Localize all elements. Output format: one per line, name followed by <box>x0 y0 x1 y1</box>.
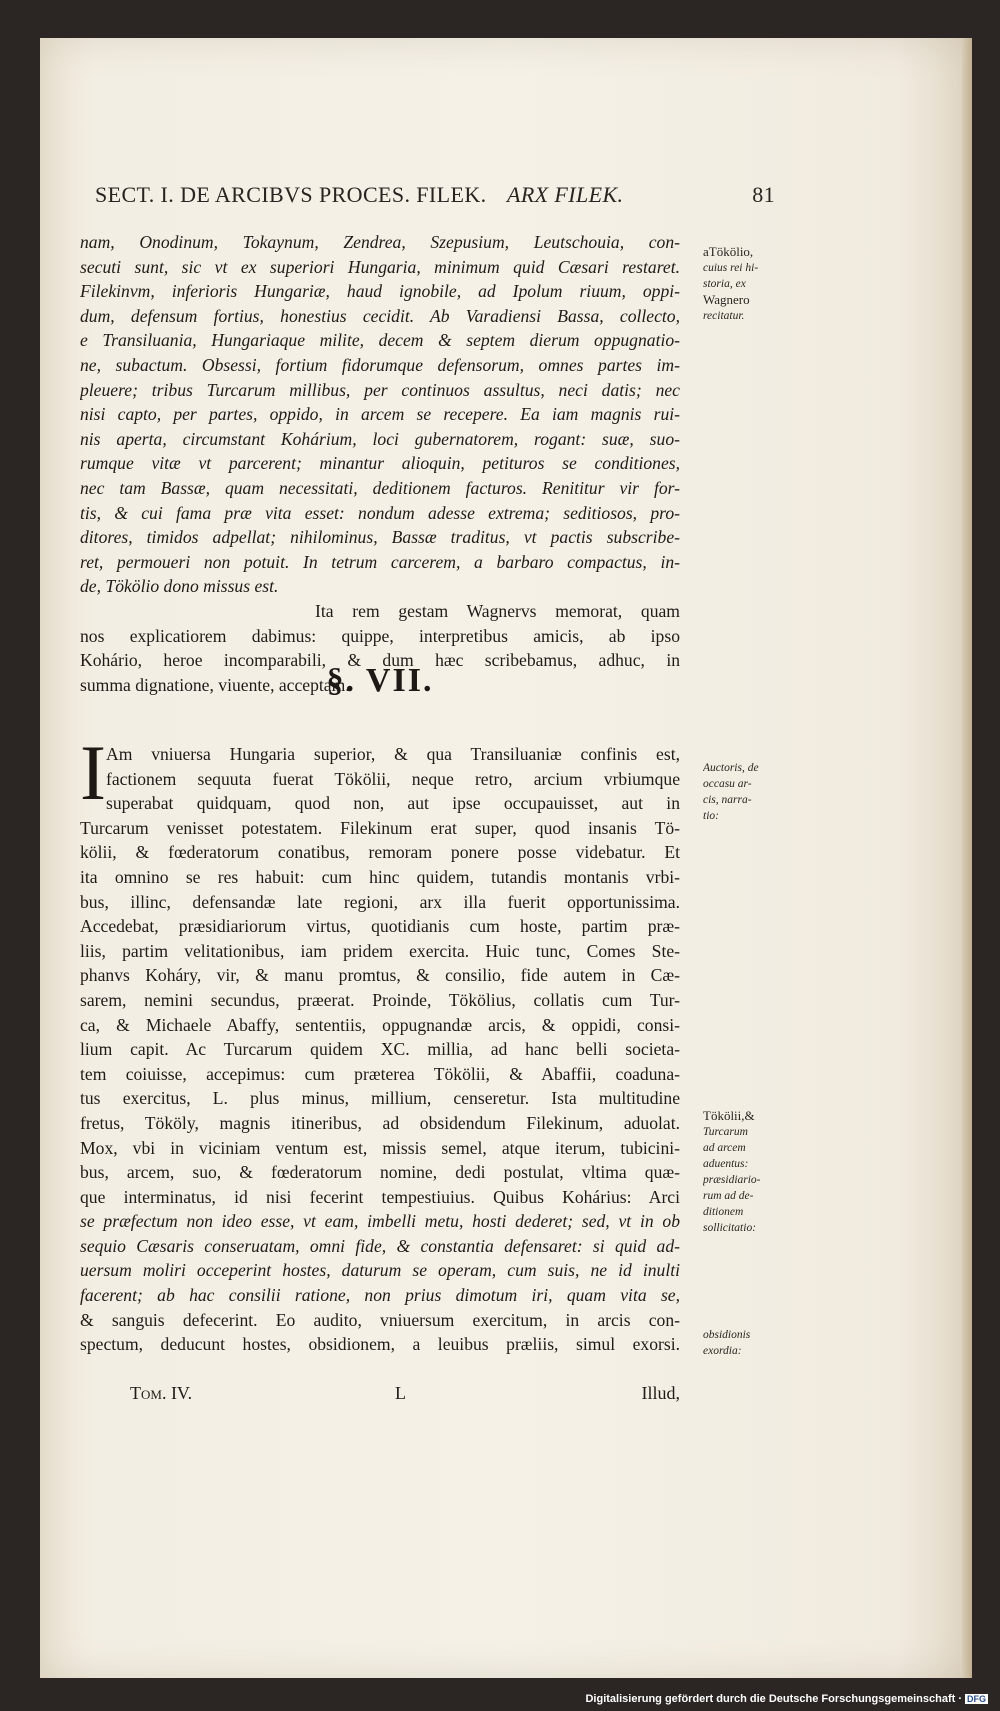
text-line: de, Tökölio dono missus est. <box>80 576 279 597</box>
margin-note-wagner <box>703 244 793 324</box>
text-line: Accedebat, præsidiariorum virtus, quotidianis cum hoste, partim præ- <box>80 916 680 937</box>
margin-note-auctoris <box>703 760 793 824</box>
page-number: 81 <box>752 182 775 207</box>
text-line: dum, defensum fortius, honestius cecidit. Ab Varadiensi Bassa, collecto, <box>80 305 680 326</box>
text-line: Mox, vbi in viciniam ventum est, missis semel, atque iterum, tubicini- <box>80 1137 680 1158</box>
catchline <box>95 1383 680 1409</box>
margin-line: occasu ar- <box>703 778 752 790</box>
text-line: fretus, Tököly, magnis itineribus, ad obsidendum Filekinum, aduolat. <box>80 1112 680 1133</box>
text-line: tis, & cui fama præ vita esset: nondum adesse extrema; seditiosos, pro- <box>80 502 680 523</box>
running-head <box>95 182 775 216</box>
text-line: se præfectum non ideo esse, vt eam, imbelli metu, hosti dederet; sed, vt in ob <box>80 1211 680 1232</box>
dfg-logo: DFG <box>967 1694 986 1704</box>
text-line: superabat quidquam, quod non, aut ipse occupauisset, aut in <box>106 793 680 814</box>
text-line: & sanguis defecerint. Eo audito, vniuersum exercitum, in arcis con- <box>80 1309 680 1330</box>
main-paragraph <box>80 742 680 1357</box>
section-heading: §. VII. <box>326 662 434 699</box>
text-line: ita omnino se res habuit: cum hinc quidem, tutandis montanis vrbi- <box>80 866 680 887</box>
margin-line: storia, ex <box>703 278 746 290</box>
text-line: ret, permoueri non potuit. In tetrum carcerem, a barbaro compactus, in- <box>80 551 680 572</box>
text-line: uersum moliri occeperint hostes, daturum se operam, cum suis, ne id inulti <box>80 1260 680 1281</box>
text-line: nisi capto, per partes, oppido, in arcem se recepere. Ea iam magnis rui- <box>80 404 680 425</box>
text-line: bus, illinc, defensandæ late regioni, arx illa fuerit opportunissima. <box>80 891 680 912</box>
text-line: secuti sunt, sic vt ex superiori Hungaria, minimum quid Cæsari restaret. <box>80 256 680 277</box>
margin-line: tio: <box>703 810 719 822</box>
text-line: nis aperta, circumstant Kohárium, loci gubernatorem, rogant: suæ, suo- <box>80 428 680 449</box>
margin-line: sollicitatio: <box>703 1222 757 1234</box>
text-line: que interminatus, id nisi fecerint tempestiuius. Quibus Kohárius: Arci <box>80 1186 680 1207</box>
text-line: sequio Cæsaris conseruatam, omni fide, & constantia defensaret: si quid ad- <box>80 1235 680 1256</box>
text-line: facerent; ab hac consilii ratione, non prius dimotum iri, quam vita se, <box>80 1285 680 1306</box>
margin-note-tokolii <box>703 1108 793 1236</box>
text-line: Turcarum venisset potestatem. Filekinum erat super, quod insanis Tö- <box>80 817 680 838</box>
text-line: ne, subactum. Obsessi, fortium fidorumque defensorum, omnes partes im- <box>80 354 680 375</box>
text-line: ca, & Michaele Abaffy, sententiis, oppugnandæ arcis, & oppidi, consi- <box>80 1014 680 1035</box>
gathering-mark: L <box>395 1383 406 1403</box>
credit-text: Digitalisierung gefördert durch die Deutsche Forschungsgemeinschaft · <box>585 1693 962 1705</box>
margin-line: aTökölio, <box>703 244 754 259</box>
margin-line: Turcarum <box>703 1126 748 1138</box>
text-line: nec tam Bassæ, quam necessitati, deditionem facturos. Renititur vir for- <box>80 477 680 498</box>
text-line: e Transiluania, Hungariaque milite, decem & septem dierum oppugnatio- <box>80 330 680 351</box>
text-line: sarem, nemini secundus, præerat. Proinde, Tökölius, collatis cum Tur- <box>80 989 680 1010</box>
text-line: kölii, & fœderatorum conatibus, remoram ponere posse videbatur. Et <box>80 842 680 863</box>
text-line: liis, partim velitationibus, iam pridem exercita. Huic tunc, Comes Ste- <box>80 940 680 961</box>
text-line: factionem sequuta fuerat Tökölii, neque retro, arcium vrbiumque <box>106 768 680 789</box>
margin-line: Tökölii,& <box>703 1108 755 1123</box>
text-line: Ita rem gestam Wagnervs memorat, quam <box>315 601 680 621</box>
text-line: Filekinvm, inferioris Hungariæ, haud ignobile, ad Ipolum riuum, oppi- <box>80 281 680 302</box>
margin-line: Wagnero <box>703 292 750 307</box>
text-line: Am vniuersa Hungaria superior, & qua Transiluaniæ confinis est, <box>106 744 680 764</box>
digitization-credit <box>585 1693 988 1705</box>
page-edge <box>962 38 972 1678</box>
margin-line: exordia: <box>703 1345 742 1357</box>
margin-line: obsidionis <box>703 1329 751 1341</box>
text-line: lium capit. Ac Turcarum quidem XC. millia, ad hanc belli societa- <box>80 1039 680 1060</box>
text-line: tus exercitus, L. plus minus, millium, censeretur. Ista multitudine <box>80 1088 680 1109</box>
text-line: pleuere; tribus Turcarum millibus, per continuos assultus, neci datis; nec <box>80 379 680 400</box>
text-line: bus, arcem, suo, & fœderatorum nomine, dedi postulat, vltima quæ- <box>80 1162 680 1183</box>
margin-line: præsidiario- <box>703 1174 761 1186</box>
margin-line: cis, narra- <box>703 794 752 806</box>
margin-line: ditionem <box>703 1206 744 1218</box>
catchword: Illud, <box>641 1383 680 1403</box>
running-head-section: SECT. I. DE ARCIBVS PROCES. FILEK. <box>95 182 487 207</box>
margin-line: Auctoris, de <box>703 762 759 774</box>
margin-line: recitatur. <box>703 310 745 322</box>
text-line: rumque vitæ vt parcerent; minantur alioquin, petituros se conditiones, <box>80 453 680 474</box>
margin-line: rum ad de- <box>703 1190 754 1202</box>
text-line: nam, Onodinum, Tokaynum, Zendrea, Szepusium, Leutschouia, con- <box>80 232 680 252</box>
margin-line: cuius rei hi- <box>703 262 759 274</box>
text-line: phanvs Koháry, vir, & manu promtus, & consilio, fide autem in Cæ- <box>80 965 680 986</box>
text-line: tem coiuisse, accepimus: cum præterea Tökölii, & Abaffii, coaduna- <box>80 1063 680 1084</box>
text-line: spectum, deducunt hostes, obsidionem, a leuibus præliis, simul exorsi. <box>80 1334 680 1355</box>
margin-note-obsidionis <box>703 1327 793 1359</box>
text-line: Kohário, heroe incomparabili, & dum hæc scribebamus, adhuc, in <box>80 650 680 671</box>
text-line: nos explicatiorem dabimus: quippe, interpretibus amicis, ab ipso <box>80 625 680 646</box>
drop-cap: I <box>80 729 106 816</box>
margin-line: aduentus: <box>703 1158 749 1170</box>
text-line: summa dignatione, viuente, acceptam. <box>80 674 350 695</box>
running-head-title: ARX FILEK. <box>507 182 624 207</box>
upper-paragraph-italic <box>80 230 680 599</box>
margin-line: ad arcem <box>703 1142 746 1154</box>
text-line: ditores, timidos adpellat; nihilominus, Bassæ traditus, vt pactis subscribe- <box>80 527 680 548</box>
signature-mark: Tom. IV. <box>130 1383 193 1403</box>
